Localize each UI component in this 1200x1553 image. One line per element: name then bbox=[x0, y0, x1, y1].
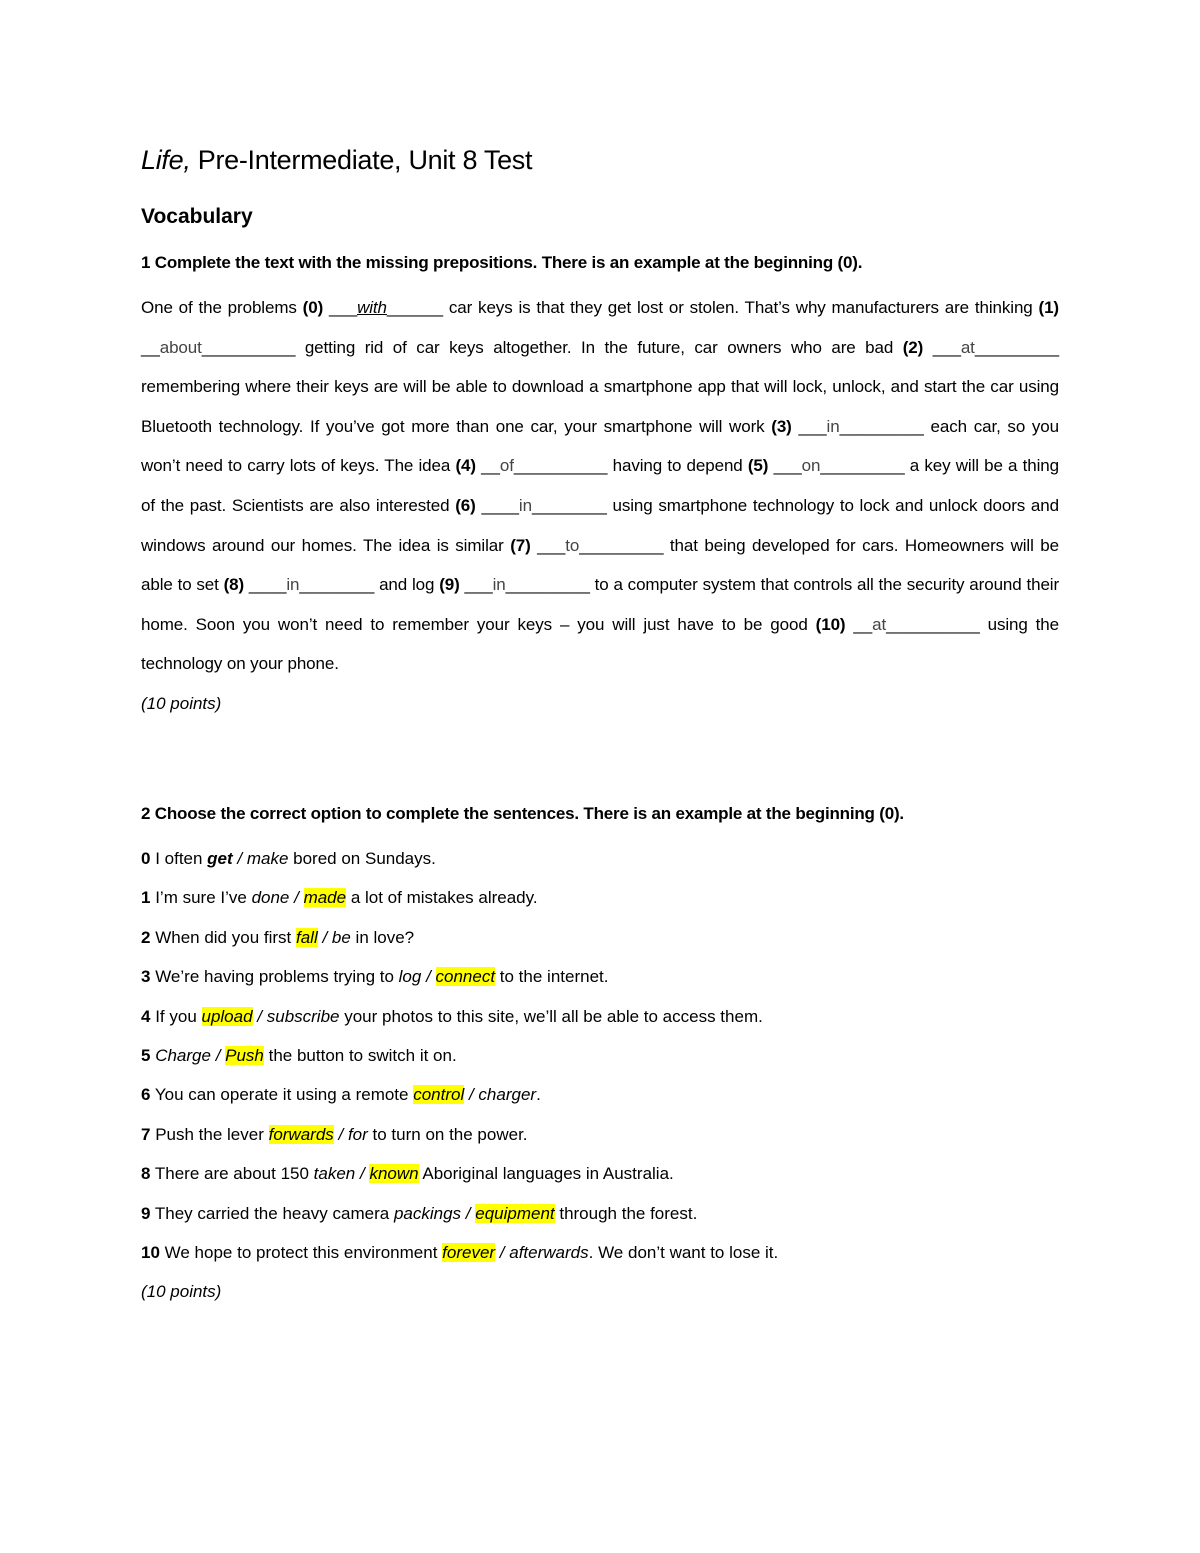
exercise1-points: (10 points) bbox=[141, 693, 222, 713]
question-text-after: to the internet. bbox=[495, 967, 609, 987]
passage-text: _________ that being developed for cars. Homeowners will be able to set bbox=[141, 535, 1060, 595]
question-text-after: through the forest. bbox=[554, 1203, 698, 1223]
question-number: 6 bbox=[141, 1085, 151, 1105]
option-separator: / bbox=[232, 848, 247, 868]
question-text-before: We hope to protect this environment bbox=[159, 1243, 443, 1262]
passage-text: __ bbox=[141, 337, 160, 357]
gap-number: (9) bbox=[439, 575, 460, 595]
question-item bbox=[141, 1075, 1059, 1114]
passage-text: ______ car keys is that they get lost or stolen. That’s why manufacturers are thinking bbox=[386, 298, 1039, 317]
question-text-before: They carried the heavy camera bbox=[150, 1203, 394, 1223]
question-number: 8 bbox=[141, 1164, 151, 1184]
passage-text: __ bbox=[475, 456, 500, 476]
passage-text: _________ a key will be a thing of the past. Scientists are also interested bbox=[141, 456, 1059, 515]
option-one: upload bbox=[201, 1006, 253, 1026]
option-two: equipment bbox=[475, 1203, 555, 1223]
gap-example-answer: with bbox=[357, 298, 387, 317]
question-number: 3 bbox=[141, 967, 151, 987]
gap-number: (8) bbox=[223, 575, 245, 595]
option-two: known bbox=[369, 1164, 419, 1184]
passage-text: ___ bbox=[459, 575, 493, 595]
gap-number: (6) bbox=[455, 495, 476, 515]
question-text-before: There are about 150 bbox=[150, 1164, 314, 1184]
option-one: control bbox=[413, 1085, 465, 1105]
question-text-after: to turn on the power. bbox=[367, 1124, 528, 1144]
gap-answer: in bbox=[826, 416, 840, 436]
question-text-after: the button to switch it on. bbox=[263, 1045, 457, 1065]
question-text-before: When did you first bbox=[150, 927, 296, 947]
section-spacer bbox=[141, 723, 1059, 801]
option-two: connect bbox=[435, 967, 496, 987]
option-one: Charge bbox=[155, 1045, 211, 1065]
question-item bbox=[141, 1036, 1059, 1075]
question-text-after: a lot of mistakes already. bbox=[346, 888, 538, 908]
passage-text: ___ bbox=[768, 456, 802, 476]
gap-answer: to bbox=[565, 535, 580, 555]
passage-text: One of the problems bbox=[141, 298, 303, 317]
option-two: subscribe bbox=[266, 1006, 340, 1026]
gap-answer: in bbox=[492, 575, 506, 595]
gap-answer: in bbox=[518, 495, 532, 515]
option-separator: / bbox=[464, 1085, 479, 1105]
option-one: fall bbox=[295, 927, 318, 947]
gap-number: (1) bbox=[1038, 298, 1059, 317]
passage-text: ________ using smartphone technology to lock and unlock doors and windows around our homes. The idea is similar bbox=[141, 495, 1059, 555]
option-separator: / bbox=[461, 1203, 476, 1223]
question-text-before: Push the lever bbox=[150, 1124, 269, 1144]
question-item bbox=[141, 918, 1059, 957]
gap-number: (10) bbox=[815, 614, 846, 634]
gap-number: (7) bbox=[510, 535, 531, 555]
passage-text: __________ using the technology on your phone. bbox=[141, 614, 1059, 674]
question-number: 7 bbox=[141, 1124, 151, 1144]
option-separator: / bbox=[495, 1243, 510, 1262]
option-one: log bbox=[398, 967, 422, 987]
question-number: 0 bbox=[141, 848, 151, 868]
question-item bbox=[141, 957, 1059, 996]
gap-answer: in bbox=[286, 575, 300, 595]
gap-answer: about bbox=[159, 337, 202, 357]
passage-text: ___ bbox=[323, 298, 358, 317]
question-text-before: I often bbox=[150, 848, 208, 868]
exercise2-instruction: 2 Choose the correct option to complete the sentences. There is an example at the beginning (0). bbox=[141, 803, 904, 823]
question-item bbox=[141, 1115, 1059, 1154]
question-text-after: in love? bbox=[350, 927, 415, 947]
question-text-after: Aboriginal languages in Australia. bbox=[418, 1164, 674, 1184]
option-one: taken bbox=[313, 1164, 356, 1184]
question-item bbox=[141, 1233, 1059, 1272]
question-text-before: If you bbox=[150, 1006, 202, 1026]
question-number: 2 bbox=[141, 927, 151, 947]
passage-text: ___ bbox=[530, 535, 566, 555]
option-two: made bbox=[303, 888, 347, 908]
option-one: forever bbox=[442, 1243, 496, 1262]
exercise1-passage bbox=[141, 288, 1059, 684]
question-item bbox=[141, 997, 1059, 1036]
gap-number: (5) bbox=[747, 456, 769, 476]
option-separator: / bbox=[421, 967, 436, 987]
gap-answer: of bbox=[499, 456, 514, 476]
option-one: forwards bbox=[268, 1124, 334, 1144]
option-separator: / bbox=[333, 1124, 348, 1144]
gap-number: (2) bbox=[902, 337, 924, 357]
gap-number: (3) bbox=[771, 416, 792, 436]
title-rest: Pre-Intermediate, Unit 8 Test bbox=[190, 145, 533, 175]
exercise2-questions bbox=[141, 839, 1059, 1272]
option-separator: / bbox=[252, 1006, 267, 1026]
passage-text: ___ bbox=[923, 337, 961, 357]
gap-answer: at bbox=[872, 614, 887, 634]
gap-answer: at bbox=[960, 337, 975, 357]
passage-text: ____ bbox=[475, 495, 519, 515]
gap-number: (0) bbox=[302, 298, 324, 317]
option-two: make bbox=[246, 848, 289, 868]
question-text-after: . We don’t want to lose it. bbox=[588, 1243, 779, 1262]
passage-text: ________ and log bbox=[299, 575, 440, 595]
question-text-after: your photos to this site, we’ll all be able to access them. bbox=[339, 1006, 763, 1026]
option-two: afterwards bbox=[509, 1243, 589, 1262]
question-item bbox=[141, 878, 1059, 917]
question-item bbox=[141, 839, 1059, 878]
passage-text: ____ bbox=[244, 575, 287, 595]
option-two: be bbox=[331, 927, 351, 947]
question-item bbox=[141, 1154, 1059, 1193]
option-separator: / bbox=[210, 1045, 226, 1065]
question-number: 9 bbox=[141, 1203, 151, 1223]
question-text-before: We’re having problems trying to bbox=[150, 967, 399, 987]
gap-answer: on bbox=[801, 456, 821, 476]
option-two: charger bbox=[478, 1085, 537, 1105]
page-title bbox=[141, 140, 1059, 180]
question-text-after: . bbox=[536, 1085, 541, 1105]
exercise2-points: (10 points) bbox=[141, 1282, 222, 1302]
question-text-after: bored on Sundays. bbox=[288, 848, 436, 868]
option-one: get bbox=[207, 848, 233, 868]
title-book-name: Life, bbox=[141, 145, 191, 175]
option-separator: / bbox=[289, 888, 304, 908]
option-separator: / bbox=[355, 1164, 370, 1184]
passage-text: ___ bbox=[791, 416, 827, 436]
passage-text: _________ each car, so you won’t need to carry lots of keys. The idea bbox=[141, 416, 1060, 476]
worksheet-page bbox=[141, 140, 1059, 1311]
passage-text: _________ remembering where their keys are will be able to download a smartphone app that will lock, unlock, and start the car using Bluetooth technology. If you’ve got more than one car, your smartphone will work bbox=[141, 337, 1060, 436]
option-two: for bbox=[347, 1124, 368, 1144]
passage-text: __________ getting rid of car keys altogether. In the future, car owners who are bad bbox=[201, 337, 903, 357]
question-text-before: I’m sure I’ve bbox=[150, 888, 252, 908]
option-one: packings bbox=[393, 1203, 462, 1223]
option-one: done bbox=[251, 888, 290, 908]
question-number: 10 bbox=[141, 1243, 160, 1262]
gap-number: (4) bbox=[455, 456, 476, 476]
exercise1-instruction: 1 Complete the text with the missing prepositions. There is an example at the beginning (0). bbox=[141, 253, 863, 272]
question-item bbox=[141, 1194, 1059, 1233]
question-number: 1 bbox=[141, 888, 151, 908]
option-separator: / bbox=[317, 927, 332, 947]
passage-text: __________ having to depend bbox=[513, 456, 748, 476]
question-text-before: You can operate it using a remote bbox=[150, 1085, 414, 1105]
option-two: Push bbox=[225, 1045, 264, 1065]
section-heading: Vocabulary bbox=[141, 205, 253, 228]
passage-text: __ bbox=[845, 614, 873, 634]
passage-text: _________ to a computer system that controls all the security around their home. Soon you won’t need to remember your keys – you will just have to be good bbox=[141, 575, 1060, 634]
question-number: 4 bbox=[141, 1006, 151, 1026]
question-number: 5 bbox=[141, 1045, 151, 1065]
